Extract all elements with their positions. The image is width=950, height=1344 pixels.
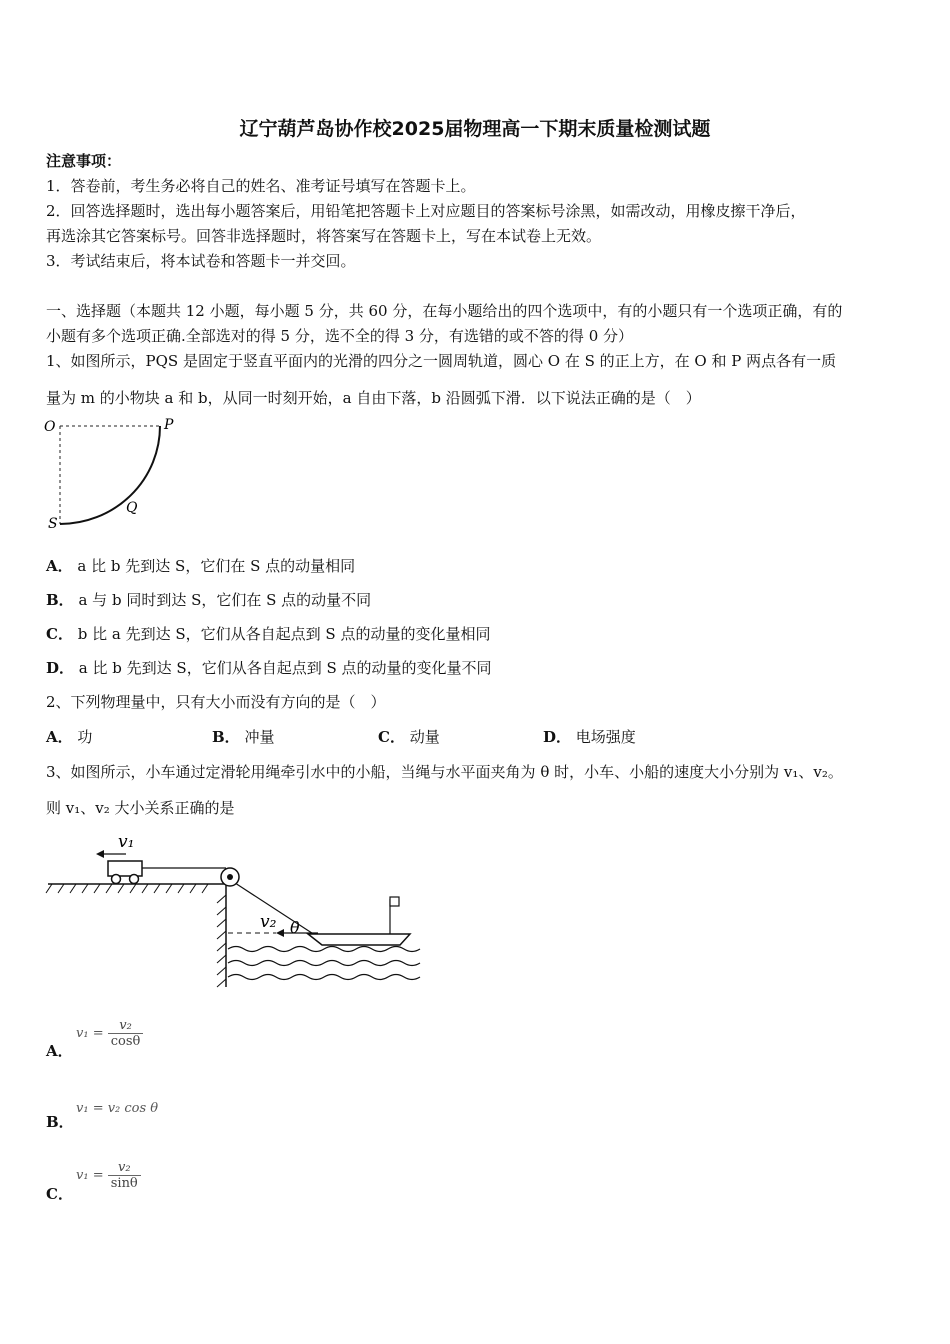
water-waves <box>228 947 420 980</box>
notice-heading: 注意事项： <box>46 152 122 170</box>
boat-flag <box>390 897 399 906</box>
cart <box>108 861 142 876</box>
page-title: 辽宁葫芦岛协作校2025届物理高一下期末质量检测试题 <box>239 118 711 140</box>
label-v2: v₂ <box>260 912 277 932</box>
v2-arrow-head <box>276 929 284 937</box>
boat <box>308 934 410 945</box>
q2-option-c: C． 动量 <box>378 728 440 746</box>
v1-arrow-head <box>96 850 104 858</box>
question-3-stem: 3、如图所示，小车通过定滑轮用绳牵引水中的小船，当绳与水平面夹角为 θ 时，小车、小船的速度大小分别为 v₁、v₂。 <box>46 763 843 781</box>
q3-option-b-formula: v₁ = v₂ cos θ <box>76 1101 159 1116</box>
pulley-axle <box>227 874 233 880</box>
q3-option-b-key: B． <box>46 1113 74 1131</box>
label-o: O <box>44 419 56 435</box>
q3-option-c-key: C． <box>46 1185 73 1203</box>
q3-option-a-key: A． <box>46 1042 73 1060</box>
question-3-figure <box>40 825 430 995</box>
section-heading: 一、选择题（本题共 12 小题，每小题 5 分，共 60 分，在每小题给出的四个选项中，有的小题只有一个选项正确，有的 <box>46 302 843 320</box>
q1-option-a: A． a 比 b 先到达 S，它们在 S 点的动量相同 <box>46 557 356 575</box>
q1-option-b: B． a 与 b 同时到达 S，它们在 S 点的动量不同 <box>46 591 372 609</box>
question-3-stem-cont: 则 v₁、v₂ 大小关系正确的是 <box>46 799 235 817</box>
q2-option-d: D． 电场强度 <box>543 728 636 746</box>
q2-option-b: B． 冲量 <box>212 728 275 746</box>
wall-hatching <box>217 895 226 987</box>
q1-option-c: C． b 比 a 先到达 S，它们从各自起点到 S 点的动量的变化量相同 <box>46 625 491 643</box>
notice-item: 再选涂其它答案标号。回答非选择题时，将答案写在答题卡上，写在本试卷上无效。 <box>46 227 602 245</box>
q1-option-d: D． a 比 b 先到达 S，它们从各自起点到 S 点的动量的变化量不同 <box>46 659 492 677</box>
notice-item: 2．回答选择题时，选出每小题答案后，用铅笔把答题卡上对应题目的答案标号涂黑，如需改动，用橡皮擦干净后， <box>46 202 806 220</box>
question-2-stem: 2、下列物理量中，只有大小而没有方向的是（ ） <box>46 693 386 711</box>
q3-option-c-formula: v₁ = $\frac{\text{v₂}}{\sin\theta}$ <box>76 1160 141 1191</box>
ground-hatching <box>46 884 208 893</box>
q3-option-a-formula: v₁ = $\frac{\text{v₂}}{\cos\theta}$ <box>76 1018 143 1049</box>
q2-option-a: A． 功 <box>46 728 93 746</box>
label-s: S <box>48 516 58 532</box>
cart-wheel <box>112 875 121 884</box>
label-v1: v₁ <box>118 832 135 852</box>
cart-wheel <box>130 875 139 884</box>
notice-item: 1．答卷前，考生务必将自己的姓名、准考证号填写在答题卡上。 <box>46 177 476 195</box>
notice-item: 3．考试结束后，将本试卷和答题卡一并交回。 <box>46 252 356 270</box>
label-q: Q <box>126 500 138 516</box>
section-heading-cont: 小题有多个选项正确.全部选对的得 5 分，选不全的得 3 分，有选错的或不答的得 0 分） <box>46 327 634 345</box>
question-1-stem-cont: 量为 m 的小物块 a 和 b，从同一时刻开始，a 自由下落，b 沿圆弧下滑．以下说法正确的是（ ） <box>46 389 701 407</box>
label-p: P <box>164 417 174 433</box>
question-1-figure <box>40 414 200 534</box>
question-1-stem: 1、如图所示，PQS 是固定于竖直平面内的光滑的四分之一圆周轨道，圆心 O 在 S 的正上方，在 O 和 P 两点各有一质 <box>46 352 837 370</box>
label-theta: θ <box>290 918 300 937</box>
quarter-circle-track <box>60 426 160 524</box>
